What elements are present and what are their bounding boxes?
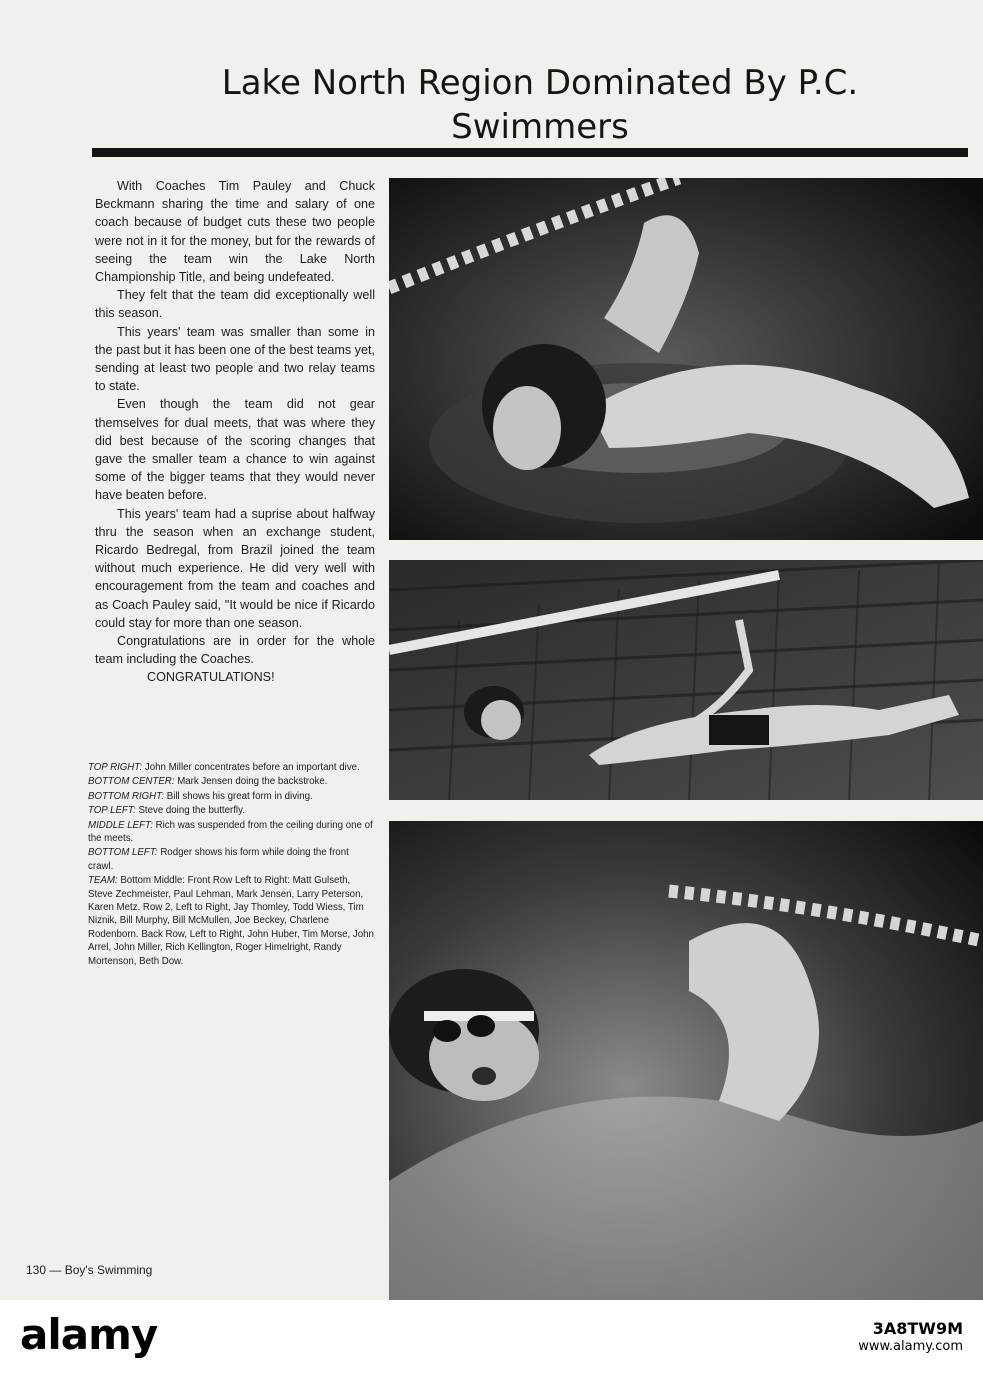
paragraph: This years' team was smaller than some in the past but it has been one of the best teams yet, sending at least two people and two relay teams to state.: [95, 324, 375, 394]
paragraph-congratulations: CONGRATULATIONS!: [147, 670, 275, 685]
photo-butterfly-swimmer: [389, 178, 983, 540]
watermark-site: www.alamy.com: [858, 1339, 963, 1354]
caption-label: TOP LEFT:: [88, 805, 136, 817]
watermark-logo: alamy: [20, 1310, 158, 1359]
photo-captions: [88, 761, 374, 969]
caption: [88, 819, 374, 846]
caption-label: MIDDLE LEFT:: [88, 819, 153, 831]
caption-label: BOTTOM CENTER:: [88, 776, 175, 788]
caption: [88, 804, 374, 817]
article-title: [95, 61, 983, 149]
paragraph: They felt that the team did exceptionally well this season.: [95, 288, 375, 321]
caption: [88, 775, 374, 788]
photo-front-crawl-swimmer: [389, 821, 983, 1300]
caption: [88, 874, 374, 968]
caption-text: Steve doing the butterfly.: [138, 805, 245, 817]
paragraph: Even though the team did not gear themselves for dual meets, that was where they did best because of the scoring changes that gave the smaller team a chance to win against some of the bigger teams that they would never have beaten before.: [95, 397, 375, 503]
caption-text: Bill shows his great form in diving.: [166, 790, 313, 802]
watermark-info: [858, 1320, 963, 1356]
caption-text: John Miller concentrates before an important dive.: [144, 762, 360, 773]
caption-label: BOTTOM RIGHT:: [88, 790, 165, 802]
article-title-line-1: Lake North Region Dominated By P.C.: [221, 62, 859, 103]
paragraph: This years' team had a suprise about halfway thru the season when an exchange student, Ricardo Bedregal, from Brazil joined the team without much experience. He did very well with encouragement from the team and coaches and as Coach Pauley said, "It would be nice if Ricardo could stay for more than one season.: [95, 506, 375, 630]
image-id: 3A8TW9M: [872, 1319, 963, 1338]
caption-text: Bottom Middle: Front Row Left to Right: Matt Gulseth, Steve Zechmeister, Paul Lehman, Mark Jensen, Larry Peterson, Karen Metz. Row 2, Left to Right, Jay Thomley, Todd Wiess, Tim Niznik, Bill Murphy, Bill McMullen, Joe Beckey, Charlene Rodenborn. Back Row, Left to Right, John Huber, Tim Morse, John Arrel, John Miller, Rich Kellington, Roger Himelright, Randy Mortenson, Beth Dow.: [88, 875, 374, 967]
paragraph: Congratulations are in order for the whole team including the Coaches.: [95, 634, 375, 667]
title-rule: [92, 148, 968, 157]
caption-label: BOTTOM LEFT:: [88, 847, 158, 859]
caption-text: Mark Jensen doing the backstroke.: [177, 776, 328, 788]
caption: [88, 846, 374, 873]
page-footer: 130 — Boy's Swimming: [26, 1263, 153, 1277]
caption: [88, 761, 374, 774]
article-title-line-2: Swimmers: [451, 106, 629, 147]
caption-text: Rodger shows his form while doing the front crawl.: [88, 847, 349, 872]
paragraph: With Coaches Tim Pauley and Chuck Beckmann sharing the time and salary of one coach because of budget cuts these two people were not in it for the money, but for the rewards of seeing the team win the Lake North Championship Title, and being undefeated.: [95, 179, 375, 285]
photo-diver-suspended: [389, 560, 983, 800]
caption-label: TEAM:: [88, 875, 118, 887]
article-body: [95, 177, 375, 687]
caption-text: Rich was suspended from the ceiling during one of the meets.: [88, 819, 373, 845]
caption: [88, 790, 374, 803]
caption-label: TOP RIGHT:: [88, 762, 143, 773]
